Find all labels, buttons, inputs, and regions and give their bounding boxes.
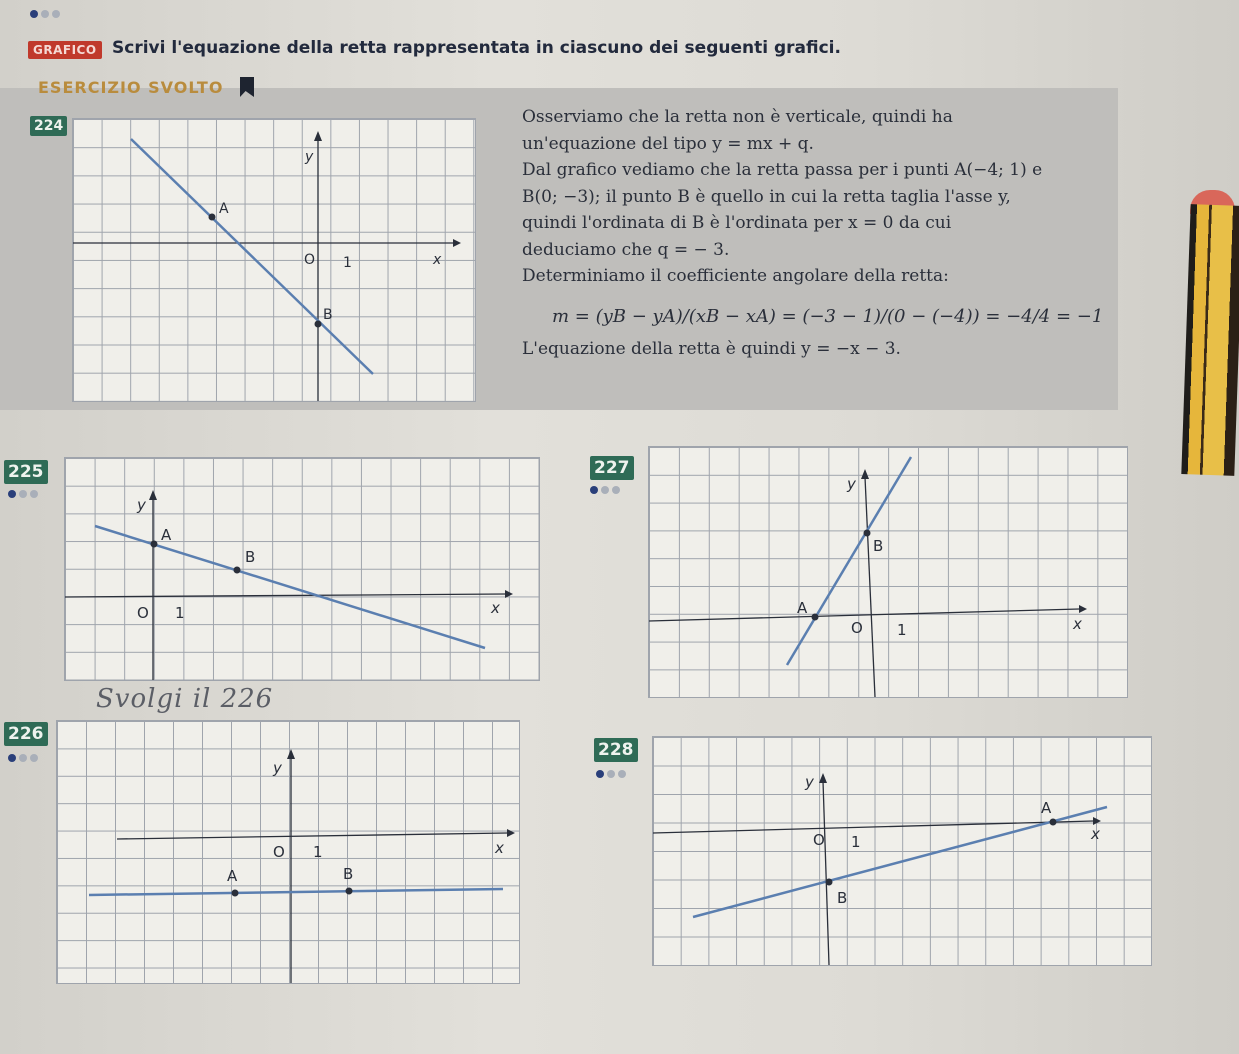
label-b: B	[245, 548, 256, 566]
difficulty-dots-227	[590, 486, 620, 494]
solved-line-6: deduciamo che q = − 3.	[522, 239, 730, 260]
label-y: y	[273, 759, 282, 777]
label-origin: O	[813, 831, 825, 849]
label-a: A	[797, 599, 808, 617]
point-a	[151, 541, 158, 548]
label-y: y	[805, 773, 814, 791]
label-a: A	[219, 201, 229, 217]
point-a	[1050, 819, 1057, 826]
label-x: x	[495, 839, 504, 857]
label-origin: O	[273, 843, 285, 861]
handwritten-note: Svolgi il 226	[96, 684, 274, 714]
label-a: A	[227, 867, 238, 885]
y-axis-arrow	[861, 469, 869, 479]
y-axis	[823, 781, 829, 965]
label-x: x	[433, 252, 442, 268]
graph-226	[56, 720, 520, 984]
label-one: 1	[897, 621, 907, 639]
point-b	[826, 879, 833, 886]
line-224	[131, 139, 373, 374]
graph-225	[64, 457, 540, 681]
label-y: y	[305, 149, 314, 165]
x-axis-arrow	[1093, 817, 1101, 825]
y-axis-arrow	[819, 773, 827, 783]
label-one: 1	[313, 843, 323, 861]
solved-line-1: Osserviamo che la retta non è verticale, quindi ha	[522, 107, 953, 127]
label-origin: O	[304, 252, 316, 268]
point-b	[234, 567, 241, 574]
solved-conclusion: L'equazione della retta è quindi y = −x − 3.	[522, 339, 901, 359]
y-axis-arrow	[149, 490, 157, 500]
graph-228	[652, 736, 1152, 966]
label-x: x	[1073, 615, 1082, 633]
x-axis	[649, 609, 1079, 621]
graph-227	[648, 446, 1128, 698]
graph-228-svg	[653, 737, 1151, 965]
point-b	[346, 888, 353, 895]
solved-line-5: quindi l'ordinata di B è l'ordinata per x = 0 da cui	[522, 213, 952, 233]
graph-224-svg	[73, 119, 475, 401]
label-y: y	[847, 475, 856, 493]
exercise-number-226: 226	[4, 722, 48, 746]
pencil	[1181, 204, 1239, 476]
graph-226-svg	[57, 721, 519, 983]
label-y: y	[137, 496, 146, 514]
graph-224	[72, 118, 476, 402]
difficulty-dots-228	[596, 770, 626, 778]
x-axis-arrow	[505, 590, 513, 598]
label-one: 1	[851, 833, 861, 851]
label-x: x	[491, 599, 500, 617]
label-b: B	[837, 889, 848, 907]
solved-line-4: B(0; −3); il punto B è quello in cui la retta taglia l'asse y,	[522, 186, 1011, 207]
point-a	[209, 214, 216, 221]
exercise-number-225: 225	[4, 460, 48, 484]
point-a	[232, 890, 239, 897]
label-a: A	[161, 526, 172, 544]
label-one: 1	[343, 255, 352, 271]
slope-formula: m = (yB − yA)/(xB − xA) = (−3 − 1)/(0 − (−4)) = −4/4 = −1	[552, 305, 1104, 327]
label-a: A	[1041, 799, 1052, 817]
x-axis-arrow	[453, 239, 461, 247]
label-x: x	[1091, 825, 1100, 843]
point-b	[864, 530, 871, 537]
label-origin: O	[851, 619, 863, 637]
solved-exercise-label: ESERCIZIO SVOLTO	[38, 78, 224, 97]
exercise-number-224: 224	[30, 116, 67, 136]
graph-227-svg	[649, 447, 1127, 697]
difficulty-dots-225	[8, 490, 38, 498]
solved-line-2: un'equazione del tipo y = mx + q.	[522, 133, 814, 154]
y-axis-arrow	[287, 749, 295, 759]
label-b: B	[873, 537, 884, 555]
difficulty-dots-top	[30, 10, 60, 18]
grafico-tag: GRAFICO	[28, 41, 102, 59]
x-axis	[117, 833, 507, 839]
instruction-text: Scrivi l'equazione della retta rappresentata in ciascuno dei seguenti grafici.	[112, 38, 841, 58]
label-b: B	[343, 865, 354, 883]
x-axis-arrow	[1079, 605, 1087, 613]
label-origin: O	[137, 604, 149, 622]
graph-225-svg	[65, 458, 539, 680]
x-axis-arrow	[507, 829, 515, 837]
y-axis-arrow	[314, 131, 322, 141]
exercise-number-228: 228	[594, 738, 638, 762]
y-axis	[865, 477, 875, 697]
difficulty-dots-226	[8, 754, 38, 762]
point-b	[315, 321, 322, 328]
line-226	[89, 889, 503, 895]
solved-explanation	[522, 104, 1112, 363]
label-b: B	[323, 307, 333, 323]
label-one: 1	[175, 604, 185, 622]
solved-line-3: Dal grafico vediamo che la retta passa per i punti A(−4; 1) e	[522, 160, 1043, 180]
point-a	[812, 614, 819, 621]
x-axis	[65, 594, 505, 597]
solved-line-7: Determiniamo il coefficiente angolare della retta:	[522, 266, 949, 286]
exercise-number-227: 227	[590, 456, 634, 480]
line-228	[693, 807, 1107, 917]
